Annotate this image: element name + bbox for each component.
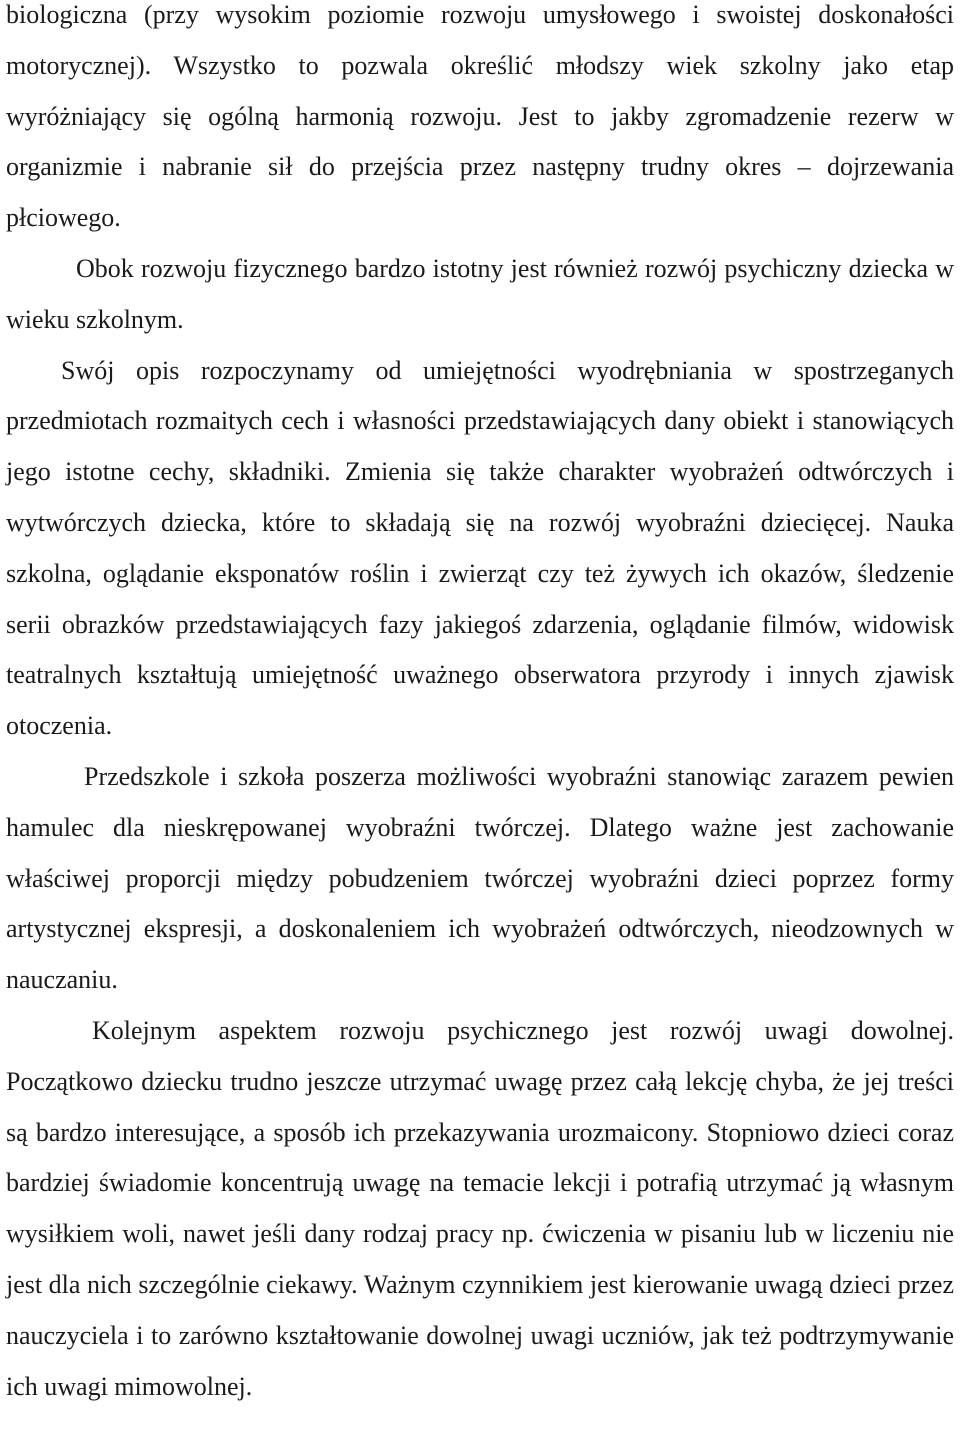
paragraph-1: biologiczna (przy wysokim poziomie rozwoju umysłowego i swoistej doskonałości motorycznej). Wszystko to pozwala określić młodszy wiek szkolny jako etap wyróżniający się ogólną harmonią rozwoju. Jest to jakby zgromadzenie rezerw w organizmie i nabranie sił do przejścia przez następny trudny okres – dojrzewania płciowego. (6, 0, 954, 233)
paragraph-2: Obok rozwoju fizycznego bardzo istotny jest również rozwój psychiczny dziecka w wieku szkolnym. (6, 253, 954, 334)
paragraph-3: Swój opis rozpoczynamy od umiejętności wyodrębniania w spostrzeganych przedmiotach rozmaitych cech i własności przedstawiających dany obiekt i stanowiących jego istotne cechy, składniki. Zmienia się także charakter wyobrażeń odtwórczych i wytwórczych dziecka, które to składają się na rozwój wyobraźni dziecięcej. Nauka szkolna, oglądanie eksponatów roślin i zwierząt czy też żywych ich okazów, śledzenie serii obrazków przedstawiających fazy jakiegoś zdarzenia, oglądanie filmów, widowisk teatralnych kształtują umiejętność uważnego obserwatora przyrody i innych zjawisk otoczenia. (6, 355, 954, 741)
paragraph-5: Kolejnym aspektem rozwoju psychicznego jest rozwój uwagi dowolnej. Początkowo dziecku trudno jeszcze utrzymać uwagę przez całą lekcję chyba, że jej treści są bardzo interesujące, a sposób ich przekazywania urozmaicony. Stopniowo dzieci coraz bardziej świadomie koncentrują uwagę na temacie lekcji i potrafią utrzymać ją własnym wysiłkiem woli, nawet jeśli dany rodzaj pracy np. ćwiczenia w pisaniu lub w liczeniu nie jest dla nich szczególnie ciekawy. Ważnym czynnikiem jest kierowanie uwagą dzieci przez nauczyciela i to zarówno kształtowanie dowolnej uwagi uczniów, jak też podtrzymywanie ich uwagi mimowolnej. (6, 1015, 954, 1401)
paragraph-4: Przedszkole i szkoła poszerza możliwości wyobraźni stanowiąc zarazem pewien hamulec dla nieskrępowanej wyobraźni twórczej. Dlatego ważne jest zachowanie właściwej proporcji między pobudzeniem twórczej wyobraźni dzieci poprzez formy artystycznej ekspresji, a doskonaleniem ich wyobrażeń odtwórczych, nieodzownych w nauczaniu. (6, 761, 954, 995)
